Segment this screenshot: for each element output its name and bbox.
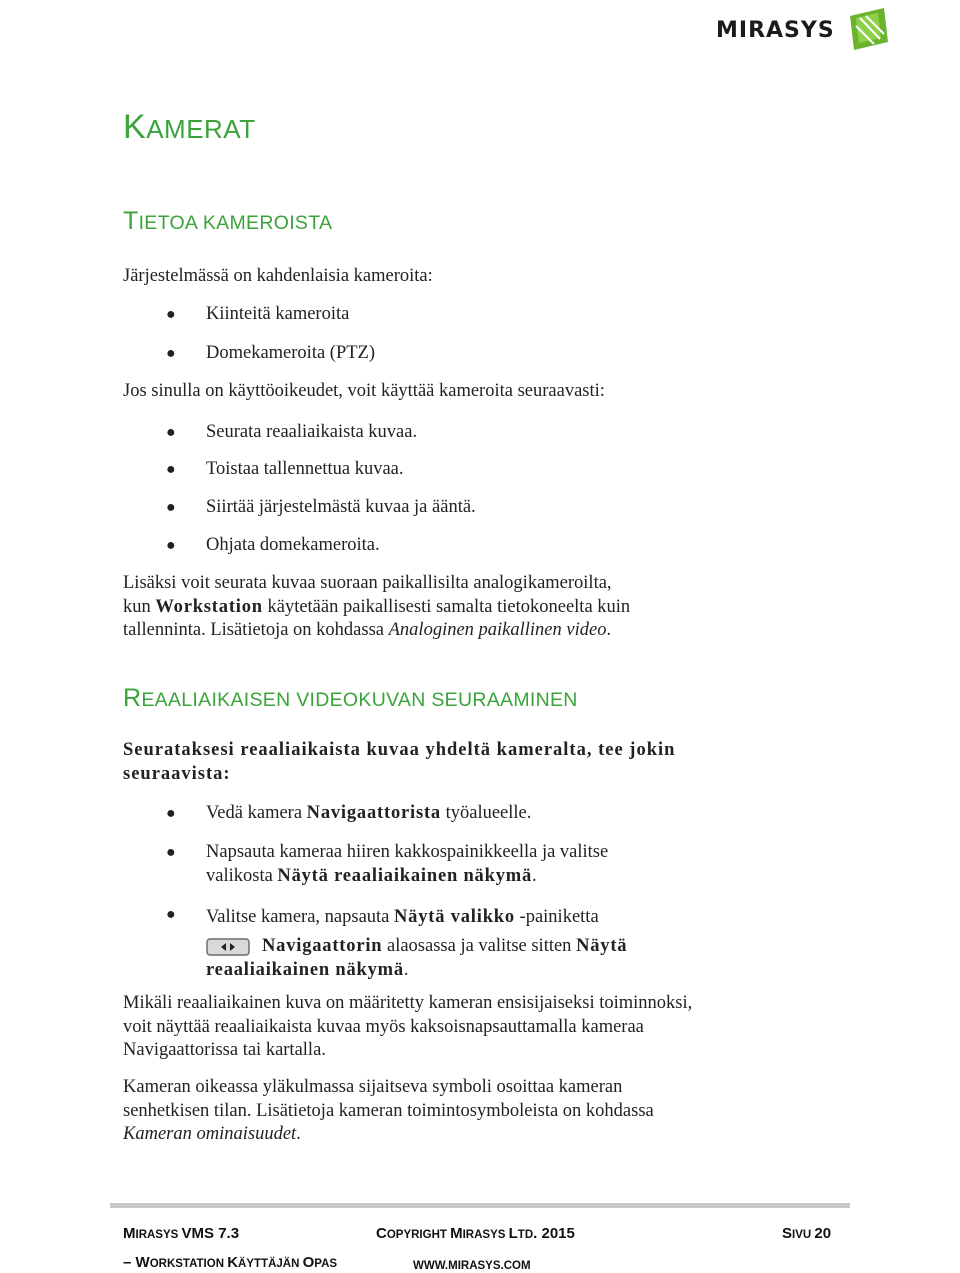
footer-guide-title: – WORKSTATION KÄYTTÄJÄN OPAS (123, 1254, 338, 1271)
logo-text: MIRASYS (716, 18, 835, 43)
section-heading-tietoa-kameroista: TIETOA KAMEROISTA (123, 207, 333, 235)
footer-product: MIRASYS VMS 7.3 (123, 1225, 240, 1242)
double-click-paragraph: Mikäli reaaliaikainen kuva on määritetty kameran ensisijaiseksi toiminnoksi, voit näyttää reaaliaikaista kuvaa myös kaksoisnapsauttamalla kameraa Navigaattorissa tai kartalla. (123, 993, 693, 1060)
footer-divider (110, 1203, 850, 1208)
status-symbol-paragraph: Kameran oikeassa yläkulmassa sijaitseva symboli osoittaa kameran senhetkisen tilan. Lisätietoja kameran toimintosymboleista on kohdassa Kameran ominaisuudet. (123, 1077, 654, 1144)
link-kameran-ominaisuudet[interactable]: Kameran ominaisuudet (123, 1124, 297, 1144)
footer-copyright: COPYRIGHT MIRASYS LTD. 2015 (376, 1225, 575, 1242)
intro-text: Järjestelmässä on kahdenlaisia kameroita: (123, 266, 433, 286)
page-title: KAMERAT (123, 108, 256, 146)
footer-website[interactable]: WWW.MIRASYS.COM (413, 1260, 531, 1272)
usage-intro-text: Jos sinulla on käyttöoikeudet, voit käyttää kameroita seuraavasti: (123, 381, 605, 401)
analog-paragraph: Lisäksi voit seurata kuvaa suoraan paikallisilta analogikameroilta, kun Workstation käytetään paikallisesti samalta tietokoneelta kuin tallenninta. Lisätietoja on kohdassa Analoginen paikallinen video. (123, 573, 631, 640)
section2-intro: Seurataksesi reaaliaikaista kuvaa yhdeltä kameralta, tee jokin seuraavista: (123, 740, 676, 784)
section-heading-reaaliaikainen: REAALIAIKAISEN VIDEOKUVAN SEURAAMINEN (123, 684, 578, 712)
footer-page-number: SIVU 20 (782, 1225, 832, 1242)
show-menu-button-icon[interactable] (206, 937, 250, 957)
link-analoginen-paikallinen-video[interactable]: Analoginen paikallinen video (388, 620, 607, 640)
mirasys-logo (716, 8, 896, 50)
mirasys-logo-mark-icon (844, 8, 892, 50)
